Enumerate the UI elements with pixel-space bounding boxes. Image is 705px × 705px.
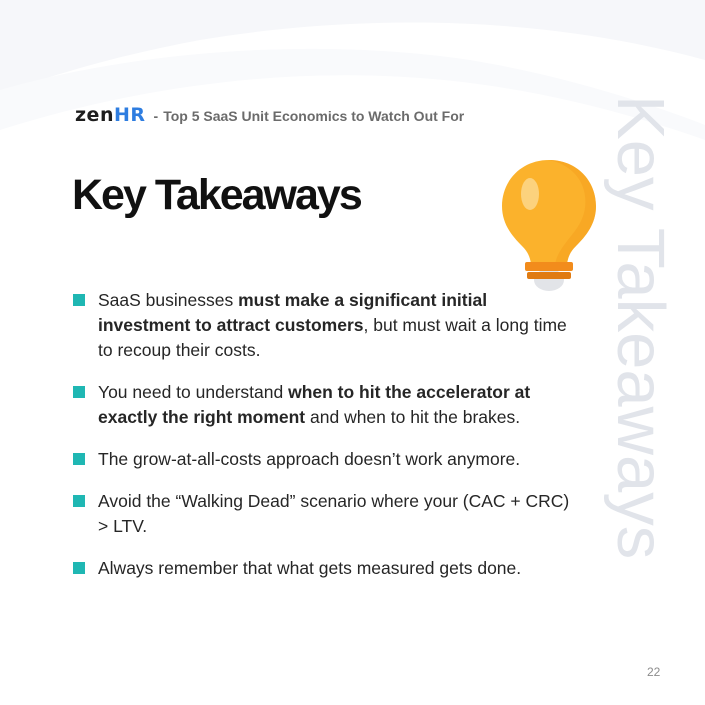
bullet-square-icon — [73, 562, 85, 574]
bullet-square-icon — [73, 495, 85, 507]
bullet-square-icon — [73, 453, 85, 465]
header-separator: - — [153, 108, 159, 124]
vertical-title-text: Key Takeaways — [603, 95, 678, 560]
slide-header — [75, 106, 464, 125]
vertical-watermark-title — [600, 95, 680, 615]
bullet-square-icon — [73, 386, 85, 398]
logo-hr-text: HR — [113, 104, 146, 126]
logo-zen-text: zen — [75, 104, 114, 126]
lightbulb-icon — [497, 156, 601, 294]
list-item: You need to understand when to hit the accelerator at exactly the right moment and when to hit the brakes. — [73, 380, 573, 430]
list-item: The grow-at-all-costs approach doesn’t work anymore. — [73, 447, 573, 472]
takeaways-list — [73, 288, 573, 598]
bullet-square-icon — [73, 294, 85, 306]
list-item: Avoid the “Walking Dead” scenario where your (CAC + CRC) > LTV. — [73, 489, 573, 539]
header-subtitle: Top 5 SaaS Unit Economics to Watch Out For — [163, 108, 465, 124]
page-title: Key Takeaways — [72, 171, 361, 219]
list-item: Always remember that what gets measured gets done. — [73, 556, 573, 581]
page-number: 22 — [647, 665, 661, 679]
list-item: SaaS businesses must make a significant initial investment to attract customers, but must wait a long time to recoup their costs. — [73, 288, 573, 363]
zenhr-logo — [75, 106, 146, 125]
